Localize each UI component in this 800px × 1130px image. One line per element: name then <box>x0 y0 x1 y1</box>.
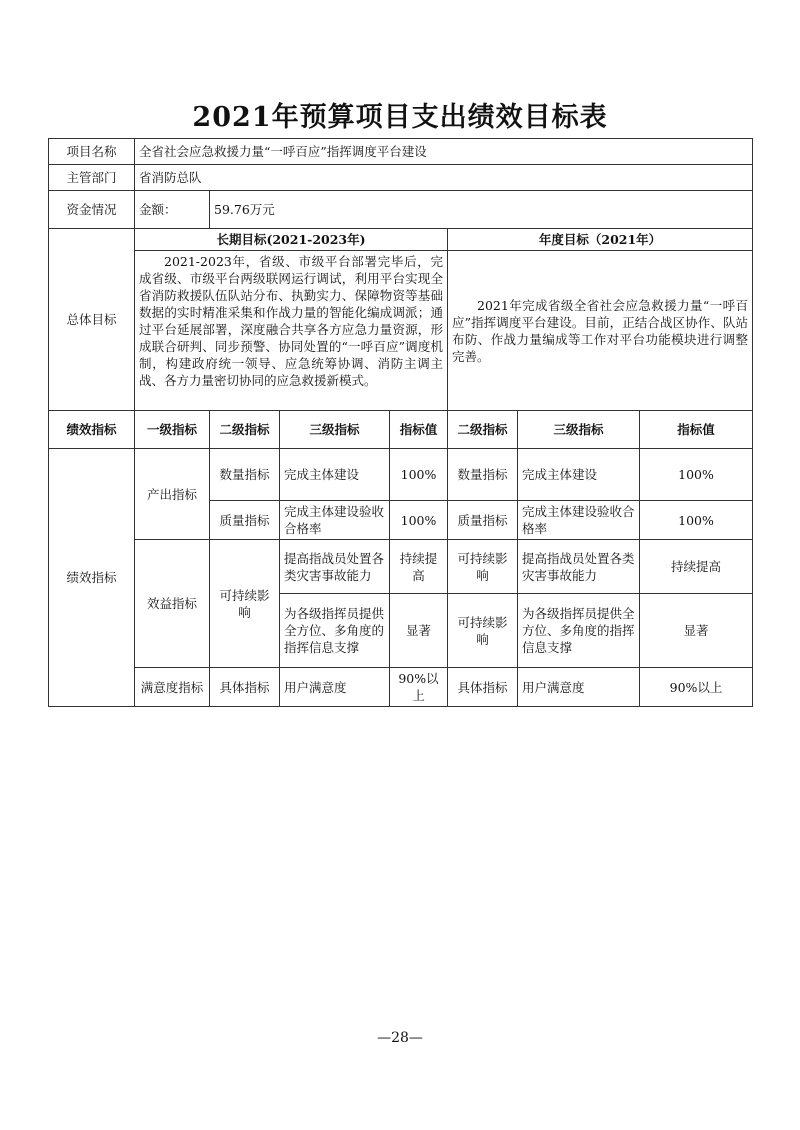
row-indicator-headers <box>49 411 753 449</box>
value-right: 90%以上 <box>640 668 753 707</box>
perf-indicator-label: 绩效指标 <box>49 449 135 707</box>
header-level2-left: 二级指标 <box>210 411 280 449</box>
project-name-label: 项目名称 <box>49 139 135 165</box>
value-right: 100% <box>640 501 753 540</box>
value-left: 100% <box>390 449 448 501</box>
level3-left: 完成主体建设 <box>280 449 390 501</box>
value-left: 显著 <box>390 594 448 668</box>
long-term-goal-header: 长期目标(2021-2023年) <box>135 229 448 251</box>
level2-right: 可持续影响 <box>448 594 518 668</box>
amount-label: 金额： <box>135 191 210 229</box>
value-left: 100% <box>390 501 448 540</box>
annual-goal-header: 年度目标（2021年） <box>448 229 753 251</box>
level3-right: 完成主体建设验收合格率 <box>518 501 640 540</box>
level2-left: 具体指标 <box>210 668 280 707</box>
level2-left: 可持续影响 <box>210 540 280 668</box>
annual-goal-text: 2021年完成省级全省社会应急救援力量“一呼百应”指挥调度平台建设。目前，正结合战区协作、队站布防、作战力量编成等工作对平台功能模块进行调整完善。 <box>448 251 753 411</box>
level2-right: 可持续影响 <box>448 540 518 594</box>
level2-right: 具体指标 <box>448 668 518 707</box>
performance-table <box>48 138 753 707</box>
row-department <box>49 165 753 191</box>
header-level2-right: 二级指标 <box>448 411 518 449</box>
header-value-left: 指标值 <box>390 411 448 449</box>
level2-right: 数量指标 <box>448 449 518 501</box>
value-right: 100% <box>640 449 753 501</box>
value-left: 90%以上 <box>390 668 448 707</box>
header-level3-left: 三级指标 <box>280 411 390 449</box>
row-project-name <box>49 139 753 165</box>
page-title: 2021年预算项目支出绩效目标表 <box>192 102 608 133</box>
level3-left: 提高指战员处置各类灾害事故能力 <box>280 540 390 594</box>
level2-right: 质量指标 <box>448 501 518 540</box>
table-row <box>49 449 753 501</box>
value-right: 显著 <box>640 594 753 668</box>
row-goal-text <box>49 251 753 411</box>
header-level1: 一级指标 <box>135 411 210 449</box>
satisfaction-indicator-label: 满意度指标 <box>135 668 210 707</box>
level3-right: 完成主体建设 <box>518 449 640 501</box>
header-value-right: 指标值 <box>640 411 753 449</box>
row-goal-headers <box>49 229 753 251</box>
level3-left: 为各级指挥员提供全方位、多角度的指挥信息支撑 <box>280 594 390 668</box>
level2-left: 质量指标 <box>210 501 280 540</box>
level3-right: 提高指战员处置各类灾害事故能力 <box>518 540 640 594</box>
overall-goal-label: 总体目标 <box>49 229 135 411</box>
level3-right: 用户满意度 <box>518 668 640 707</box>
level3-left: 用户满意度 <box>280 668 390 707</box>
level2-left: 数量指标 <box>210 449 280 501</box>
funds-label: 资金情况 <box>49 191 135 229</box>
value-left: 持续提高 <box>390 540 448 594</box>
project-name-value: 全省社会应急救援力量“一呼百应”指挥调度平台建设 <box>135 139 753 165</box>
amount-value: 59.76万元 <box>210 191 753 229</box>
level3-left: 完成主体建设验收合格率 <box>280 501 390 540</box>
value-right: 持续提高 <box>640 540 753 594</box>
output-indicator-label: 产出指标 <box>135 449 210 540</box>
level3-right: 为各级指挥员提供全方位、多角度的指挥信息支撑 <box>518 594 640 668</box>
long-term-goal-text: 2021-2023年，省级、市级平台部署完毕后，完成省级、市级平台两级联网运行调试，利用平台实现全省消防救援队伍队站分布、执勤实力、保障物资等基础数据的实时精准采集和作战力量的智能化编成调派；通过平台延展部署，深度融合共享各方应急力量资源，形成联合研判、同步预警、协同处置的“一呼百应”调度机制，构建政府统一领导、应急统筹协调、消防主调主战、各方力量密切协同的应急救援新模式。 <box>135 251 448 411</box>
header-level3-right: 三级指标 <box>518 411 640 449</box>
table-row <box>49 668 753 707</box>
row-funds <box>49 191 753 229</box>
table-row <box>49 540 753 594</box>
department-value: 省消防总队 <box>135 165 753 191</box>
department-label: 主管部门 <box>49 165 135 191</box>
page-number: —28— <box>377 1030 423 1046</box>
benefit-indicator-label: 效益指标 <box>135 540 210 668</box>
header-perf: 绩效指标 <box>49 411 135 449</box>
